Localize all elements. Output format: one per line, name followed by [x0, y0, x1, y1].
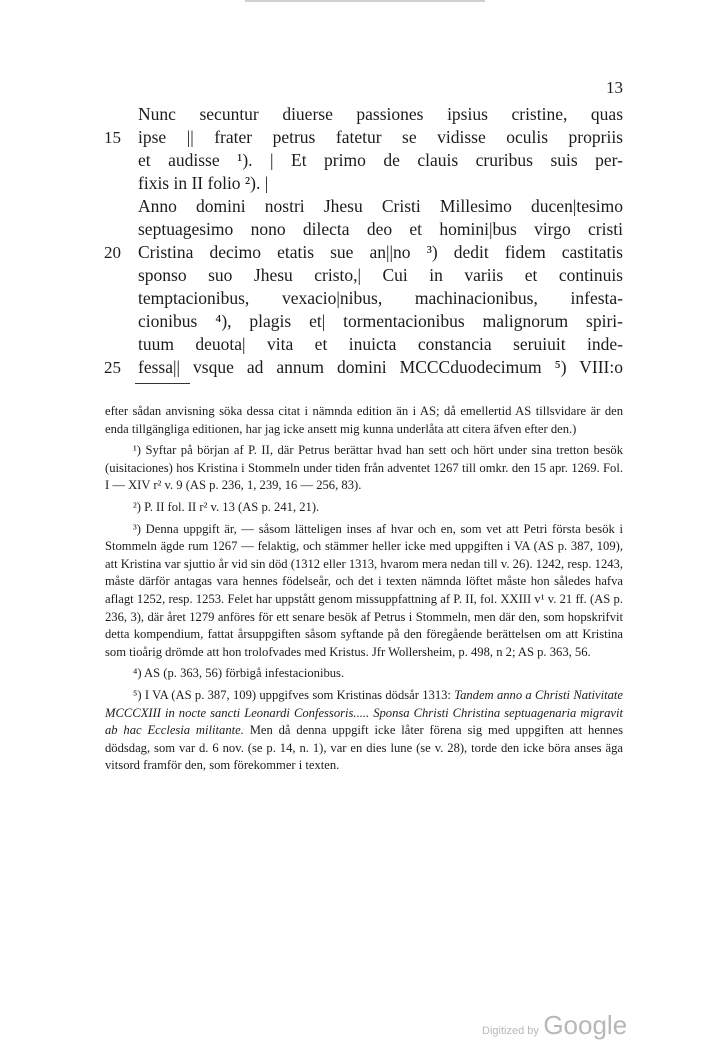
line-number-15: 15 [104, 128, 121, 147]
footnote-2: ²) P. II fol. II r² v. 13 (AS p. 241, 21). [133, 499, 320, 514]
main-text [138, 103, 623, 379]
footnote-separator [135, 383, 190, 384]
footnote-5-tail: Men då denna uppgift icke låter förena sig med uppgiften att hennes dödsdag, som var d. 6 nov. (se p. 14, n. 1), var en dies lune (se v. 28), torde den icke böra anses äga vitsord framför den, som förekommer i texten. [105, 723, 623, 773]
footnote-5-lead: ⁵) I VA (AS p. 387, 109) uppgifves som Kristinas dödsår 1313: [133, 687, 451, 702]
footnote-1: ¹) Syftar på början af P. II, där Petrus berättar hvad han sett och hört under sina tretton besök (uisitaciones) hos Kristina i Stommeln under tiden från adventet 1267 till omkr. den 15 apr. 1269. Fol. I — XIV r² v. 9 (AS p. 236, 1, 239, 16 — 256, 83). [105, 443, 623, 493]
text-line: fessa|| vsque ad annum domini MCCCduodecimum ⁵) VIII:o [138, 357, 623, 377]
footnote-4: ⁴) AS (p. 363, 56) förbigå infestacionibus. [133, 666, 345, 681]
footnote-3: ³) Denna uppgift är, — såsom lätteligen inses af hvar och en, som vet att Petri första besök i Stommeln ägde rum 1267 — felaktig, och stämmer heller icke med uppgiften i VA (AS p. 387, 109), att Kristina var sjuttio år vid sin död (1312 eller 1313, hvarom mera nedan till v. 26). 1242, resp. 1243, måste därför antagas vara hennes födelseår, och det i texten nämnda löftet måste hon således hafva aflagt 1252, resp. 1253. Felet har uppstått genom missuppfattning af P. II, fol. XXIII v¹ v. 21 ff. (AS p. 236, 3), där året 1279 anföres för ett senare besök af Petrus i Stommeln, men där den, som hopskrifvit detta kompendium, fattat årsuppgiften såsom syftande på den föregående berättelsen om att Kristina som tioårig drömde att hon trolofvades med Kristus. Jfr Wollersheim, p. 498, n 2; AS p. 363, 56. [105, 521, 623, 659]
footnote-intro: efter sådan anvisning söka dessa citat i nämnda edition än i AS; då emellertid AS tillsvidare är den enda tillgängliga editionen, har jag icke ansett mig kunna underlåta att citera äfven efter den.) [105, 404, 623, 436]
text-line: Anno domini nostri Jhesu Cristi Millesimo ducen|tesimo [138, 196, 623, 216]
text-line: cionibus ⁴), plagis et| tormentacionibus malignorum spiri- [138, 311, 623, 331]
text-line: et audisse ¹). | Et primo de clauis cruribus suis per- [138, 150, 623, 170]
watermark-prefix: Digitized by [482, 1025, 539, 1037]
text-line: tuum deuota| vita et inuicta constancia seruiuit inde- [138, 334, 623, 354]
text-line: temptacionibus, vexacio|nibus, machinacionibus, infesta- [138, 288, 623, 308]
footnote-5-quote: Tandem anno a Christi Nativitate MCCCXIII in nocte sancti Leonardi Confessoris..... Sponsa Christi Christina septuagenaria migravit ab hac Ecclesia militante. [105, 687, 623, 738]
text-line: ipse || frater petrus fatetur se vidisse oculis propriis [138, 127, 623, 147]
line-number-25: 25 [104, 358, 121, 377]
text-line: sponso suo Jhesu cristo,| Cui in variis et continuis [138, 265, 623, 285]
text-line: Nunc secuntur diuerse passiones ipsius cristine, quas [138, 104, 623, 124]
text-line: fixis in II folio ²). | [138, 173, 269, 193]
page-number: 13 [606, 78, 623, 97]
footnote-5 [105, 687, 623, 775]
google-watermark [482, 1010, 627, 1041]
footnotes [105, 403, 623, 779]
top-rule [245, 0, 485, 2]
line-number-20: 20 [104, 243, 121, 262]
text-line: septuagesimo nono dilecta deo et homini|bus virgo cristi [138, 219, 623, 239]
google-logo: Google [543, 1010, 628, 1040]
text-line: Cristina decimo etatis sue an||no ³) dedit fidem castitatis [138, 242, 623, 262]
